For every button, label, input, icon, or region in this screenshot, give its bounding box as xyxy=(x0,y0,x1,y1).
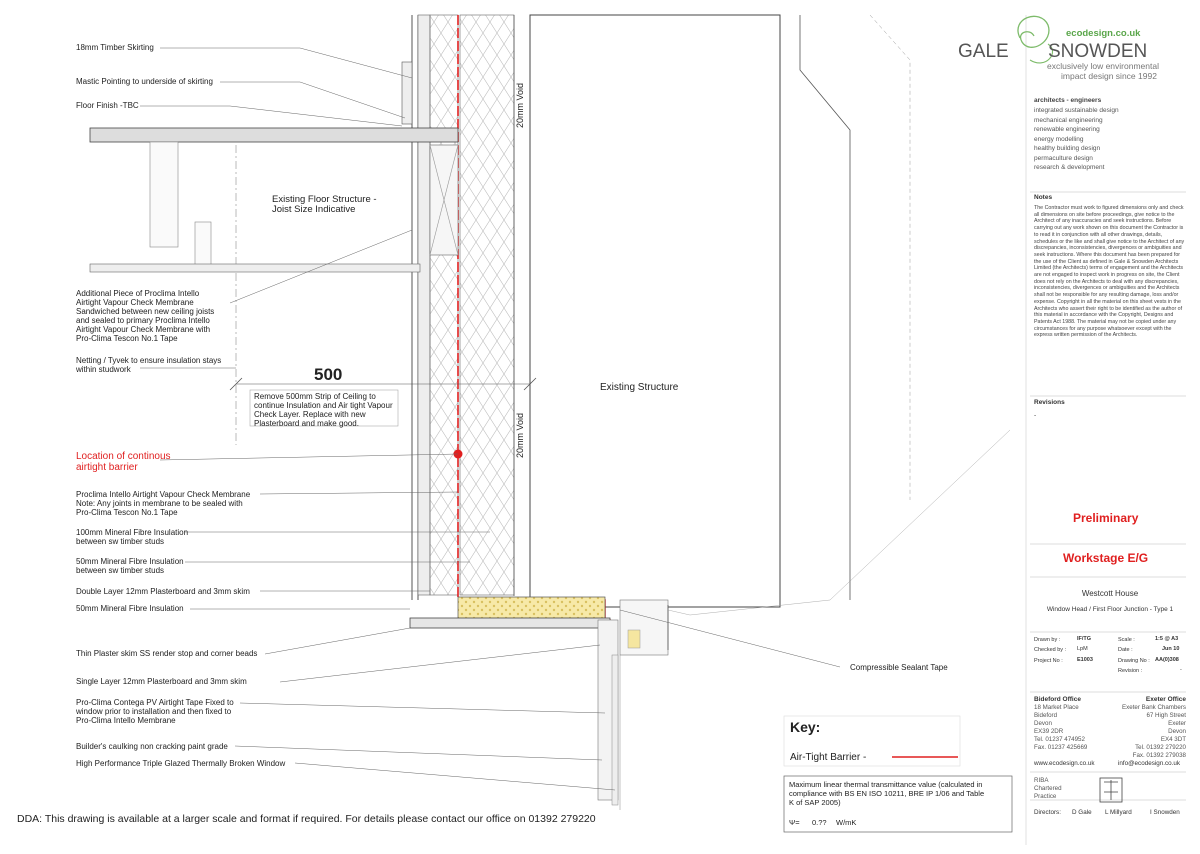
tagline-2: impact design since 1992 xyxy=(1061,71,1157,81)
label-existing-structure: Existing Structure xyxy=(600,382,679,393)
checked-by-label: Checked by : xyxy=(1034,647,1067,653)
label-floor-structure-2: Joist Size Indicative xyxy=(272,204,356,215)
psi-symbol: Ψ= xyxy=(789,818,800,827)
label-membrane-6: Pro-Clima Tescon No.1 Tape xyxy=(76,334,178,343)
label-double-layer: Double Layer 12mm Plasterboard and 3mm skim xyxy=(76,587,250,596)
address-line: Exeter xyxy=(1168,720,1186,727)
label-location-1: Location of continous xyxy=(76,451,171,462)
riba-line: Practice xyxy=(1034,793,1057,800)
gale-snowden-logo xyxy=(958,16,1159,81)
label-intello-2: Note: Any joints in membrane to be sealed with xyxy=(76,499,243,508)
service-item: research & development xyxy=(1034,164,1105,171)
revisions-text: - xyxy=(1034,412,1037,419)
scale-value: 1:5 @ A3 xyxy=(1155,636,1179,642)
services-head: architects - engineers xyxy=(1034,97,1102,104)
address-line: EX4 3DT xyxy=(1160,736,1186,743)
service-item: energy modelling xyxy=(1034,135,1084,143)
exeter-address xyxy=(1100,704,1186,760)
revision-label: Revision : xyxy=(1118,668,1143,674)
label-membrane-2: Airtight Vapour Check Membrane xyxy=(76,298,194,307)
label-remove-1: Remove 500mm Strip of Ceiling to xyxy=(254,392,376,401)
label-contega-2: window prior to installation and then fixed to xyxy=(76,707,232,716)
checked-by-value: LpM xyxy=(1077,646,1088,652)
drawing-no-label: Drawing No : xyxy=(1118,658,1150,664)
address-line: Devon xyxy=(1034,720,1052,727)
brand-url: ecodesign.co.uk xyxy=(1066,28,1141,39)
label-intello-3: Pro-Clima Tescon No.1 Tape xyxy=(76,508,178,517)
drawn-by-value: IF/TG xyxy=(1077,636,1092,642)
bideford-head: Bideford Office xyxy=(1034,696,1081,703)
service-item: renewable engineering xyxy=(1034,126,1100,133)
workstage-label: Workstage E/G xyxy=(1063,551,1149,565)
brand-left: GALE xyxy=(958,41,1009,62)
drawn-by-label: Drawn by : xyxy=(1034,637,1061,643)
label-void-bottom: 20mm Void xyxy=(515,412,525,458)
key-legend xyxy=(784,716,960,766)
thermal-box xyxy=(784,776,1012,832)
psi-unit: W/mK xyxy=(836,818,857,827)
revisions-head: Revisions xyxy=(1034,399,1065,406)
label-mineral50-1: 50mm Mineral Fibre Insulation xyxy=(76,557,184,566)
window-head xyxy=(410,597,668,810)
psi-value: 0.?? xyxy=(812,818,827,827)
thermal-text-2: compliance with BS EN ISO 10211, BRE IP 1/06 and Table xyxy=(789,789,985,798)
label-remove-3: Check Layer. Replace with new xyxy=(254,410,366,419)
website-link[interactable]: www.ecodesign.co.uk xyxy=(1034,760,1095,767)
services-list xyxy=(1034,106,1119,173)
notes-head: Notes xyxy=(1034,194,1053,201)
address-line: Bideford xyxy=(1034,712,1058,719)
date-value: Jun 10 xyxy=(1162,646,1180,652)
label-mineral100-2: between sw timber studs xyxy=(76,537,165,546)
address-line: EX39 2DR xyxy=(1034,728,1064,735)
label-mineral50-2: between sw timber studs xyxy=(76,566,165,575)
service-item: permaculture design xyxy=(1034,154,1093,162)
brand-right: SNOWDEN xyxy=(1048,41,1148,62)
label-skirting: 18mm Timber Skirting xyxy=(76,43,154,52)
thermal-text-1: Maximum linear thermal transmittance value (calculated in xyxy=(789,780,983,789)
thermal-text-3: K of SAP 2005) xyxy=(789,798,841,807)
label-membrane-1: Additional Piece of Proclima Intello xyxy=(76,289,200,298)
project-name: Westcott House xyxy=(1081,589,1139,598)
dimension-500-value: 500 xyxy=(314,365,343,384)
label-membrane-3: Sandwiched between new ceiling joists xyxy=(76,307,215,316)
project-no-label: Project No : xyxy=(1034,658,1063,664)
label-void-top: 20mm Void xyxy=(515,82,525,128)
address-line: Devon xyxy=(1168,728,1186,735)
label-membrane-4: and sealed to primary Proclima Intello xyxy=(76,316,210,325)
label-mineral100-1: 100mm Mineral Fibre Insulation xyxy=(76,528,189,537)
key-airtight-label: Air-Tight Barrier - xyxy=(790,752,867,763)
bideford-address xyxy=(1034,704,1087,752)
label-mastic: Mastic Pointing to underside of skirting xyxy=(76,77,213,86)
tagline-1: exclusively low environmental xyxy=(1047,61,1159,71)
status-label: Preliminary xyxy=(1073,511,1139,525)
label-floor-finish: Floor Finish -TBC xyxy=(76,101,139,110)
label-mineral50b: 50mm Mineral Fibre Insulation xyxy=(76,604,184,613)
project-no-value: E1003 xyxy=(1077,657,1093,663)
directors-label: Directors: xyxy=(1034,809,1061,816)
label-netting-2: within studwork xyxy=(76,365,131,374)
address-line: 67 High Street xyxy=(1146,712,1186,719)
label-netting-1: Netting / Tyvek to ensure insulation stays xyxy=(76,356,222,365)
label-location-2: airtight barrier xyxy=(76,462,138,473)
label-single-layer: Single Layer 12mm Plasterboard and 3mm skim xyxy=(76,677,247,686)
notes-body: The Contractor must work to figured dimensions only and check all dimensions on site before proceedings, give notice to the Architect of any inaccuracies and seek instructions. Before carrying out any work shown on this document the Contractor is to read it in conjunction with all other drawings, details, schedules or the like and shall give notice to the Architect of any discrepancies, inconsistencies, divergences or ambiguities and seek instructions. Where this document has been prepared for the use of the Client as defined in Gale & Snowden Architects Limited (the Architects) terms of engagement and the Architects are not engaged to inspect work in progress on site, the Client does not rely on the Architects to deal with any discrepancies, inconsistencies, divergences or ambiguities and the Architects shall not be responsible for any resulting damage, loss and/or expense. Copyright in all the material on this sheet vests in the Architects who assert their right to be identified as the author of this material in accordance with the Copyright, Designs and Patents Act 1988. The material may not be copied under any circumstances for any purpose whatsoever except with the express written permission of the Architects. xyxy=(1034,205,1185,339)
label-remove-4: Plasterboard and make good. xyxy=(254,419,359,428)
address-line: Exeter Bank Chambers xyxy=(1122,704,1186,711)
label-caulking: Builder's caulking non cracking paint grade xyxy=(76,742,228,751)
director-2: L Millyard xyxy=(1105,809,1132,816)
service-item: integrated sustainable design xyxy=(1034,107,1119,114)
riba-line: Chartered xyxy=(1034,785,1062,792)
label-floor-structure-1: Existing Floor Structure - xyxy=(272,194,377,205)
scale-label: Scale : xyxy=(1118,637,1135,643)
label-contega-1: Pro-Clima Contega PV Airtight Tape Fixed to xyxy=(76,698,234,707)
revision-value: - xyxy=(1180,667,1182,673)
label-window: High Performance Triple Glazed Thermally Broken Window xyxy=(76,759,286,768)
email-link[interactable]: info@ecodesign.co.uk xyxy=(1118,760,1181,767)
dda-note: DDA: This drawing is available at a larger scale and format if required. For details please contact our office on 01392 279220 xyxy=(17,813,596,825)
service-item: healthy building design xyxy=(1034,145,1101,152)
label-intello-1: Proclima Intello Airtight Vapour Check Membrane xyxy=(76,490,251,499)
address-line: Tel. 01392 279220 xyxy=(1135,744,1186,751)
director-3: I Snowden xyxy=(1150,809,1180,816)
date-label: Date : xyxy=(1118,647,1133,653)
label-membrane-5: Airtight Vapour Check Membrane with xyxy=(76,325,211,334)
drawing-title: Window Head / First Floor Junction - Type 1 xyxy=(1046,606,1174,613)
label-sealant: Compressible Sealant Tape xyxy=(850,663,948,672)
label-contega-3: Pro-Clima Intello Membrane xyxy=(76,716,176,725)
key-title: Key: xyxy=(790,719,821,735)
address-line: Tel. 01237 474952 xyxy=(1034,736,1085,743)
wall-build-up xyxy=(412,15,780,607)
riba-text xyxy=(1034,777,1062,801)
riba-line: RIBA xyxy=(1034,777,1049,784)
drawing-no-value: AA(0)308 xyxy=(1155,657,1179,663)
label-remove-2: continue Insulation and Air tight Vapour xyxy=(254,401,393,410)
floor-structure xyxy=(90,62,458,445)
address-line: Fax. 01237 425669 xyxy=(1034,744,1088,751)
label-thin-plaster: Thin Plaster skim SS render stop and corner beads xyxy=(76,649,258,658)
service-item: mechanical engineering xyxy=(1034,116,1103,124)
address-line: Fax. 01392 279038 xyxy=(1132,752,1186,759)
address-line: 18 Market Place xyxy=(1034,704,1079,711)
director-1: D Gale xyxy=(1072,809,1092,816)
exeter-head: Exeter Office xyxy=(1145,696,1186,703)
riba-crest-icon xyxy=(1100,778,1122,802)
